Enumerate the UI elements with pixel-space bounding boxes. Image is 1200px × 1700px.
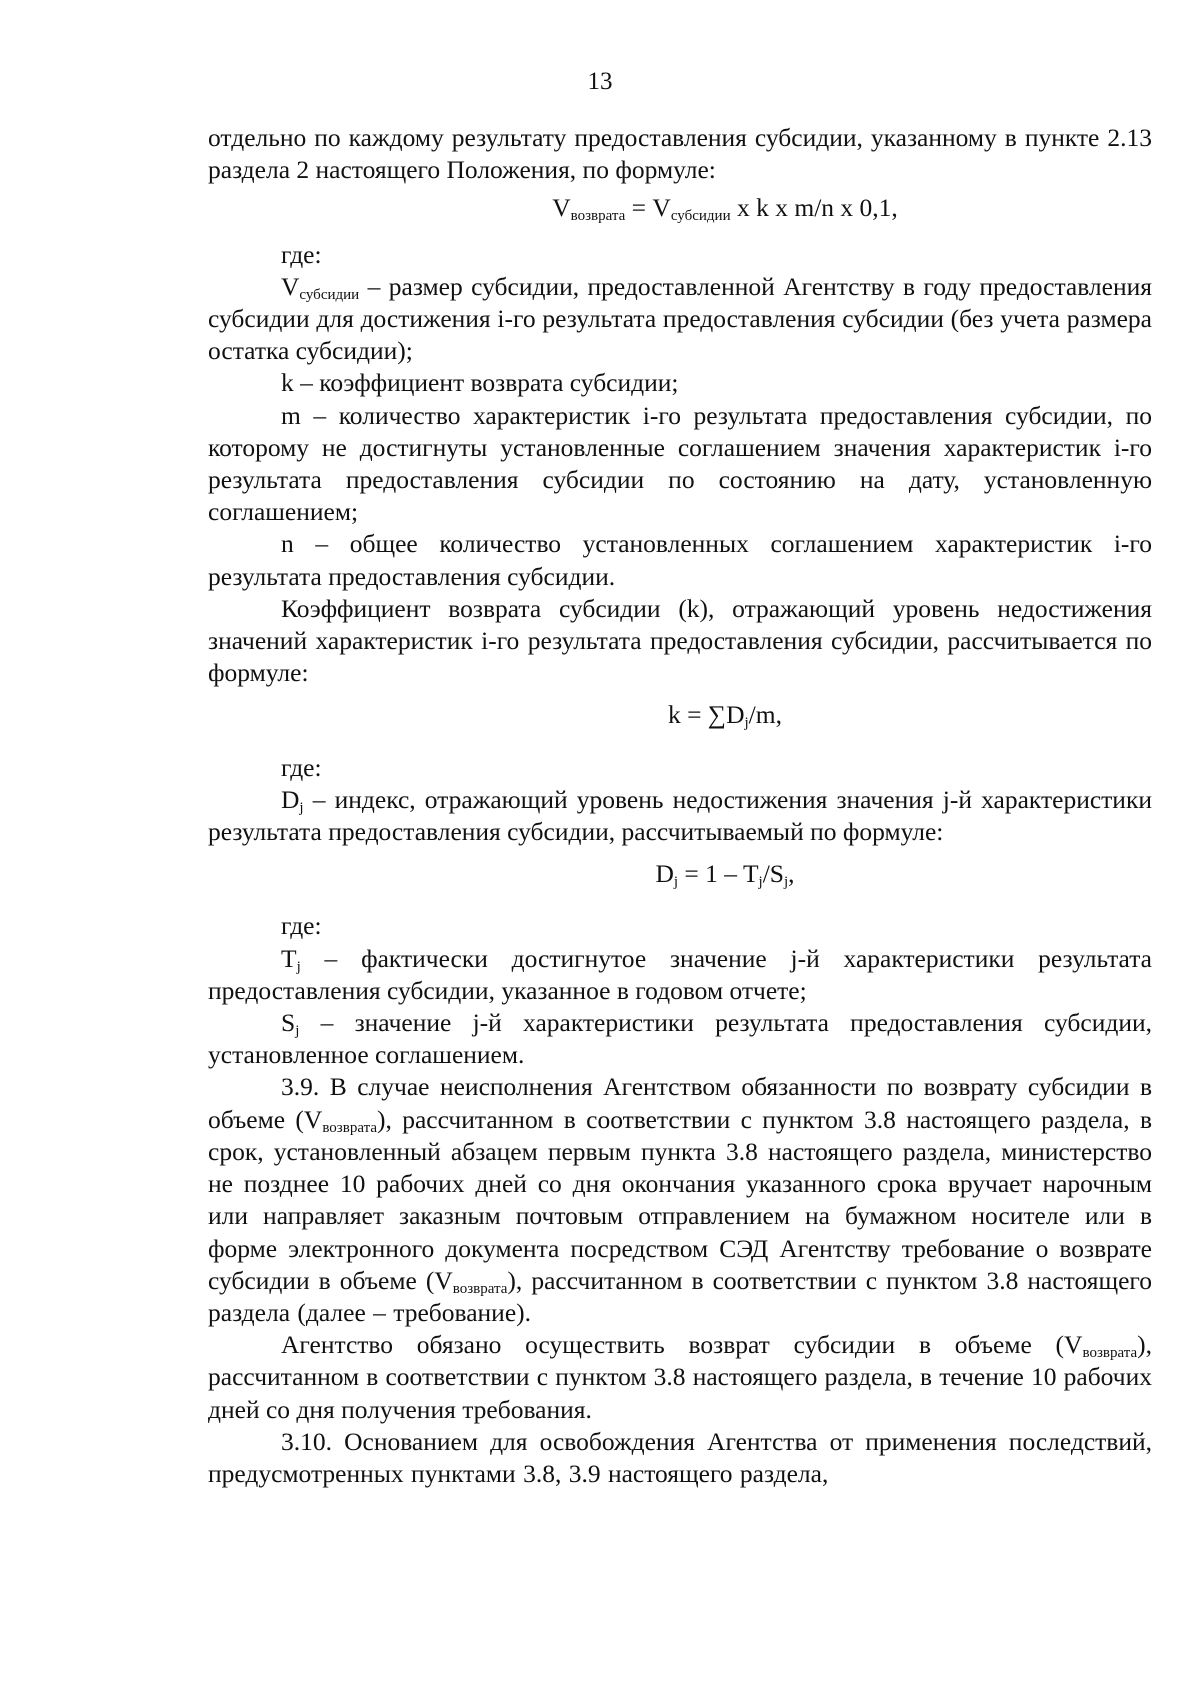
formula-text: = 1 – T: [678, 859, 759, 889]
definition-n: n – общее количество установленных соглашением характеристик i-го результата предоставления субсидии.: [208, 529, 1152, 591]
formula-text: x k x m/n x 0,1,: [730, 193, 898, 223]
definition-k: k – коэффициент возврата субсидии;: [281, 368, 679, 398]
formula-text: V: [552, 193, 571, 223]
paragraph-3-9: [208, 1071, 1152, 1329]
paragraph-coefficient: Коэффициент возврата субсидии (k), отражающий уровень недостижения значений характеристик i-го результата предоставления субсидии, рассчитывается по формуле:: [208, 593, 1152, 688]
definition-subscript: j: [299, 799, 304, 816]
where-label: где:: [281, 752, 322, 782]
formula-subscript: j: [784, 874, 789, 891]
definition-text: – размер субсидии, предоставленной Агентству в году предоставления субсидии для достижения i-го результата предоставления субсидии (без учета размера остатка субсидии);: [208, 271, 1152, 366]
formula-index: [208, 858, 1152, 890]
definition-subscript: j: [295, 1023, 300, 1040]
paragraph-text: Агентство обязано осуществить возврат субсидии в объеме (V: [281, 1330, 1083, 1360]
formula-return-volume: [208, 192, 1152, 224]
formula-subscript: возврата: [570, 208, 626, 225]
where-label: где:: [281, 239, 322, 269]
paragraph-text: ), рассчитанном в соответствии с пунктом 3.8 настоящего раздела (далее – требование).: [208, 1265, 1152, 1327]
paragraph-agency-obligation: [208, 1329, 1152, 1426]
paragraph-subscript: возврата: [452, 1280, 508, 1297]
paragraph-subscript: возврата: [322, 1119, 377, 1136]
formula-subscript: субсидии: [670, 208, 731, 225]
definition-v-subsidy: [208, 271, 1152, 368]
definition-subscript: j: [296, 958, 301, 975]
formula-text: D: [655, 859, 674, 889]
formula-text: ,: [788, 859, 795, 889]
formula-subscript: j: [673, 874, 679, 891]
paragraph-text: 3.9. В случае неисполнения Агентством обязанности по возврату субсидии в объеме (V: [208, 1072, 1152, 1134]
definition-subscript: субсидии: [299, 286, 360, 303]
definition-text: – значение j-й характеристики результата предоставления субсидии, установленное соглашением.: [208, 1008, 1152, 1070]
document-body: [208, 122, 1152, 1490]
paragraph-text: ), рассчитанном в соответствии с пунктом 3.8 настоящего раздела, в течение 10 рабочих дней со дня получения требования.: [208, 1330, 1152, 1424]
definition-dj: [208, 784, 1152, 848]
definition-sj: [208, 1007, 1152, 1071]
paragraph-3-10: 3.10. Основанием для освобождения Агентства от применения последствий, предусмотренных пунктами 3.8, 3.9 настоящего раздела,: [208, 1426, 1152, 1488]
paragraph-subscript: возврата: [1082, 1345, 1138, 1362]
formula-subscript: j: [744, 715, 749, 732]
formula-text: k = ∑D: [668, 700, 745, 730]
page-number: 13: [587, 68, 613, 95]
paragraph-text: ), рассчитанном в соответствии с пунктом 3.8 настоящего раздела, в срок, установленный абзацем первым пункта 3.8 настоящего раздела, министерство не позднее 10 рабочих дней со дня окончания указанного срока вручает нарочным или направляет заказным почтовым отправлением на бумажном носителе или в форме электронного документа посредством СЭД Агентству требование о возврате субсидии в объеме (V: [208, 1104, 1152, 1295]
definition-text: – фактически достигнутое значение j-й характеристики результата предоставления субсидии, указанное в годовом отчете;: [208, 943, 1152, 1005]
definition-symbol: T: [281, 943, 297, 973]
formula-subscript: j: [758, 874, 763, 891]
where-label: где:: [281, 911, 322, 941]
formula-text: V: [652, 193, 671, 223]
definition-symbol: V: [281, 271, 300, 301]
formula-text: /m,: [748, 700, 782, 730]
definition-symbol: S: [281, 1008, 296, 1038]
definition-tj: [208, 943, 1152, 1007]
formula-text: =: [625, 193, 653, 223]
paragraph-intro: отдельно по каждому результату предоставления субсидии, указанному в пункте 2.13 раздела 2 настоящего Положения, по формуле:: [208, 123, 1152, 185]
formula-text: /S: [762, 859, 784, 889]
definition-text: – индекс, отражающий уровень недостижения значения j-й характеристики результата предоставления субсидии, рассчитываемый по формуле:: [208, 784, 1152, 847]
formula-coefficient: [208, 699, 1152, 731]
definition-m: m – количество характеристик i-го результата предоставления субсидии, по которому не достигнуты установленные соглашением значения характеристик i-го результата предоставления субсидии по состоянию на дату, установленную соглашением;: [208, 400, 1152, 527]
definition-symbol: D: [281, 784, 300, 814]
